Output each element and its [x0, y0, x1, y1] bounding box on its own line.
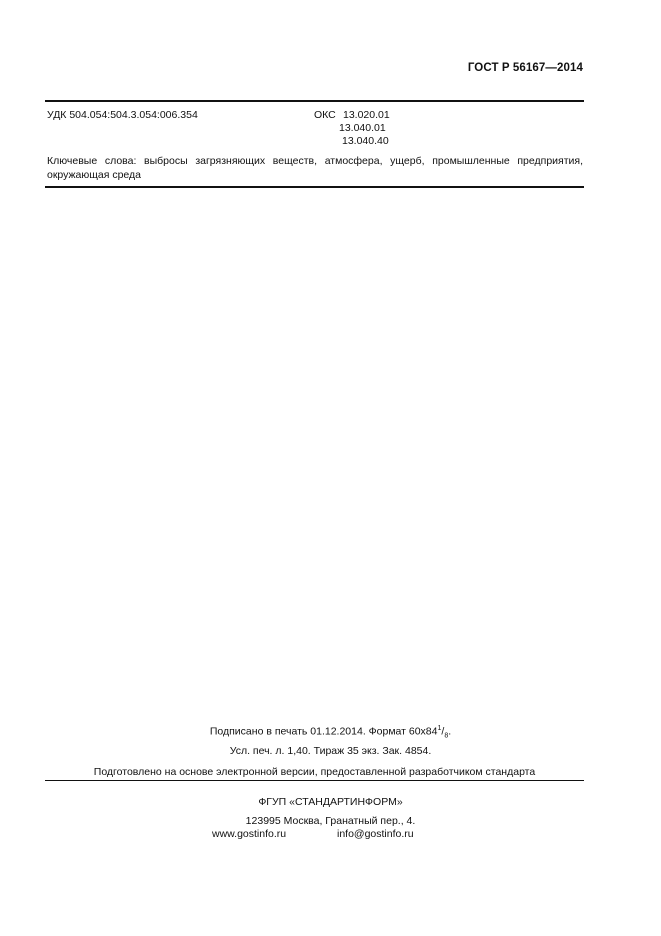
- oks-code: 13.020.01: [343, 109, 390, 121]
- signed-text: Подписано в печать 01.12.2014. Формат 60x84: [209, 725, 438, 738]
- format-numerator: 1: [437, 725, 442, 732]
- website-link[interactable]: www.gostinfo.ru: [212, 828, 287, 840]
- email-link[interactable]: info@gostinfo.ru: [337, 828, 414, 840]
- oks-label: ОКС: [314, 109, 336, 121]
- oks-code: 13.040.01: [339, 122, 386, 134]
- oks-code: 13.040.40: [342, 135, 389, 147]
- keywords-divider: [45, 186, 584, 188]
- signed-to-print: Подписано в печать 01.12.2014. Формат $60x84^1/_8$.: [209, 725, 452, 740]
- imprint-divider: [45, 780, 584, 781]
- keywords: Ключевые слова: выбросы загрязняющих веществ, атмосфера, ущерб, промышленные предприятия, окружающая среда: [47, 155, 583, 181]
- top-divider: [45, 100, 584, 102]
- publisher-address: 123995 Москва, Гранатный пер., 4.: [245, 815, 416, 827]
- format-denominator: 8: [444, 732, 449, 740]
- publisher-name: ФГУП «СТАНДАРТИНФОРМ»: [258, 796, 403, 808]
- print-info: Усл. печ. л. 1,40. Тираж 35 экз. Зак. 4854.: [229, 745, 432, 757]
- prepared-note: Подготовлено на основе электронной версии, предоставленной разработчиком стандарта: [93, 766, 536, 778]
- udk-code: УДК 504.054:504.3.054:006.354: [47, 109, 198, 121]
- standard-number: ГОСТ Р 56167—2014: [467, 62, 583, 74]
- signed-suffix: .: [448, 725, 452, 738]
